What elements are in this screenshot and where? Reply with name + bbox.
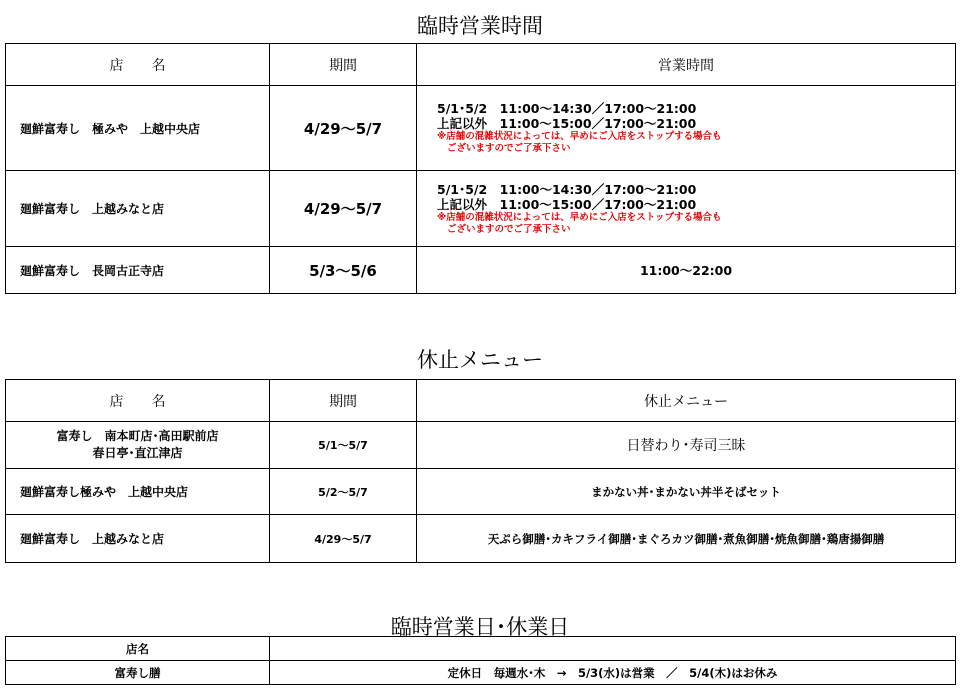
hours-cell: 11:00～22:00: [417, 247, 956, 294]
header-store-name: 店 名: [6, 44, 270, 86]
notice-line: ございますのでご了承下さい: [447, 223, 571, 235]
period: 4/29～5/7: [270, 515, 417, 563]
header-period: 期間: [270, 380, 417, 422]
header-store-name: 店 名: [6, 380, 270, 422]
section3-title: 臨時営業日･休業日: [390, 615, 570, 639]
notice-line: ※店舗の混雑状況によっては、早めにご入店をストップする場合も: [437, 131, 722, 142]
store-name-line: 富寿し 南本町店･高田駅前店: [56, 429, 219, 443]
period: 5/3～5/6: [270, 247, 417, 294]
hours-line: 5/1･5/2 11:00～14:30／17:00～21:00: [437, 101, 697, 116]
store-name: 廻鮮富寿し 上越みなと店: [6, 515, 270, 563]
section1-title: 臨時営業時間: [417, 14, 543, 38]
notice: [437, 131, 955, 155]
hours-line: 上記以外 11:00～15:00／17:00～21:00: [437, 116, 697, 131]
table-row: [6, 469, 956, 515]
store-name: 廻鮮富寿し極みや 上越中央店: [6, 469, 270, 515]
period: 5/1～5/7: [270, 422, 417, 469]
table-row: [6, 86, 956, 171]
notice-line: ※店舗の混雑状況によっては、早めにご入店をストップする場合も: [437, 211, 722, 223]
store-name: 廻鮮富寿し 上越みなと店: [6, 171, 270, 247]
header-blank: [270, 637, 956, 661]
table-row: [6, 171, 956, 247]
store-name: 廻鮮富寿し 極みや 上越中央店: [6, 86, 270, 171]
suspended-menu-table: [5, 379, 956, 563]
header-store-name: 店名: [6, 637, 270, 661]
store-name-line: 春日亭･直江津店: [92, 446, 183, 460]
menu-items: まかない丼･まかない丼半そばセット: [417, 469, 956, 515]
notice: [437, 212, 955, 236]
header-period: 期間: [270, 44, 417, 86]
header-menu: 休止メニュー: [417, 380, 956, 422]
table-header-row: [6, 44, 956, 86]
period: 5/2～5/7: [270, 469, 417, 515]
holiday-description: 定休日 毎週水･木 → 5/3(水)は営業 ／ 5/4(木)はお休み: [270, 661, 956, 685]
notice-line: ございますのでご了承下さい: [447, 143, 571, 154]
table-header-row: [6, 637, 956, 661]
menu-items: 天ぷら御膳･カキフライ御膳･まぐろカツ御膳･煮魚御膳･焼魚御膳･鶏唐揚御膳: [417, 515, 956, 563]
menu-items: 日替わり･寿司三昧: [417, 422, 956, 469]
hours-cell: [417, 86, 956, 171]
business-hours-table: [5, 43, 956, 294]
store-name: 富寿し膳: [6, 661, 270, 685]
holiday-table: [5, 636, 956, 685]
table-header-row: [6, 380, 956, 422]
table-row: [6, 422, 956, 469]
hours-line: 5/1･5/2 11:00～14:30／17:00～21:00: [437, 181, 697, 197]
period: 4/29～5/7: [270, 86, 417, 171]
store-name: [6, 422, 270, 469]
header-hours: 営業時間: [417, 44, 956, 86]
hours-line: 上記以外 11:00～15:00／17:00～21:00: [437, 196, 697, 212]
table-row: [6, 247, 956, 294]
period: 4/29～5/7: [270, 171, 417, 247]
section2-title: 休止メニュー: [417, 348, 543, 372]
hours-cell: [417, 171, 956, 247]
table-row: [6, 515, 956, 563]
table-row: [6, 661, 956, 685]
store-name: 廻鮮富寿し 長岡古正寺店: [6, 247, 270, 294]
